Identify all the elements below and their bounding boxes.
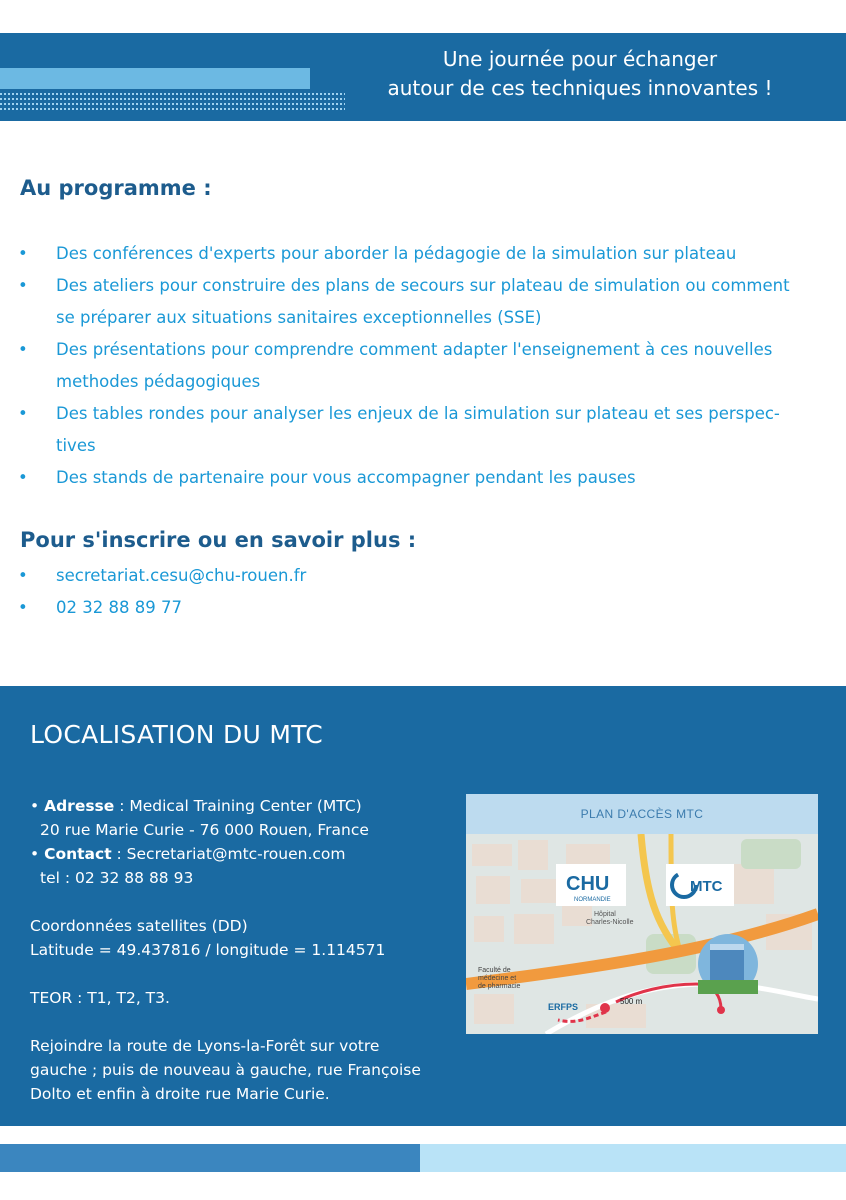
teor-lines: TEOR : T1, T2, T3. — [30, 989, 170, 1007]
programme-heading: Au programme : — [20, 176, 212, 200]
inscription-heading: Pour s'inscrire ou en savoir plus : — [20, 528, 417, 552]
list-item — [18, 462, 833, 494]
contact-email[interactable]: : Secretariat@mtc-rouen.com — [111, 845, 346, 863]
programme-list — [18, 238, 833, 494]
banner-title — [340, 45, 820, 103]
map-label: de pharmacie — [478, 983, 521, 990]
localisation-title: LOCALISATION DU MTC — [30, 720, 324, 749]
map-header: PLAN D'ACCÈS MTC — [466, 794, 818, 834]
bottom-bar-dark — [0, 1144, 420, 1172]
address-value: : Medical Training Center (MTC) — [114, 797, 362, 815]
email-link[interactable]: secretariat.cesu@chu-rouen.fr — [56, 566, 307, 585]
bullet-icon: • — [18, 340, 28, 359]
list-item — [18, 334, 833, 398]
map-label: Charles-Nicolle — [586, 919, 634, 926]
banner-dotted-line — [0, 93, 345, 95]
list-item-text: tives — [56, 436, 96, 455]
banner-dotted-line — [0, 98, 345, 100]
list-item — [18, 592, 833, 624]
coords-title: Coordonnées satellites (DD) — [30, 917, 248, 935]
bullet-icon: • — [18, 566, 28, 585]
contact-phone: tel : 02 32 88 88 93 — [40, 869, 194, 887]
coords-value: Latitude = 49.437816 / longitude = 1.114571 — [30, 941, 386, 959]
chu-logo: CHU — [566, 873, 610, 895]
bullet-icon: • — [18, 276, 28, 295]
bullet-icon: • — [18, 598, 28, 617]
access-map — [466, 794, 818, 1034]
directions-text: Rejoindre la route de Lyons-la-Forêt sur votre — [30, 1037, 380, 1055]
list-item-text: methodes pédagogiques — [56, 372, 261, 391]
list-item — [18, 560, 833, 592]
banner-title-line: Une journée pour échanger — [442, 47, 718, 71]
bullet-icon: • — [18, 244, 28, 263]
banner-dotted-line — [0, 108, 345, 110]
mtc-logo: MTC — [690, 878, 723, 895]
address-row: • Adresse : Medical Training Center (MTC) — [30, 797, 362, 815]
banner-dotted-line — [0, 103, 345, 105]
list-item-text: Des conférences d'experts pour aborder la pédagogie de la simulation sur plateau — [56, 244, 737, 263]
localisation-info — [30, 794, 460, 1106]
list-item-text: Des présentations pour comprendre comment adapter l'enseignement à ces nouvelles — [56, 340, 773, 359]
phone-number: 02 32 88 89 77 — [56, 598, 182, 617]
localisation-section — [0, 686, 846, 1126]
map-label: Hôpital — [594, 911, 616, 918]
list-item — [18, 238, 833, 270]
address-line: 20 rue Marie Curie - 76 000 Rouen, France — [40, 821, 369, 839]
list-item-text: Des stands de partenaire pour vous accompagner pendant les pauses — [56, 468, 636, 487]
list-item-text: Des ateliers pour construire des plans de secours sur plateau de simulation ou comment — [56, 276, 790, 295]
list-item-text: se préparer aux situations sanitaires exceptionnelles (SSE) — [56, 308, 542, 327]
banner-title-line: autour de ces techniques innovantes ! — [387, 76, 773, 100]
list-item-text: Des tables rondes pour analyser les enjeux de la simulation sur plateau et ses perspec- — [56, 404, 780, 423]
list-item — [18, 398, 833, 462]
contact-list — [18, 560, 833, 624]
directions-text: Dolto et enfin à droite rue Marie Curie. — [30, 1085, 330, 1103]
chu-logo-sub: NORMANDIE — [574, 897, 611, 903]
contact-label: Contact — [44, 845, 112, 863]
map-label: ERFPS — [548, 1002, 579, 1012]
list-item — [18, 270, 833, 334]
bottom-bar — [0, 1144, 846, 1172]
top-banner — [0, 33, 846, 121]
contact-row: • Contact : Secretariat@mtc-rouen.com — [30, 845, 346, 863]
map-label: 500 m — [620, 997, 643, 1006]
directions-text: gauche ; puis de nouveau à gauche, rue Françoise — [30, 1061, 421, 1079]
address-label: Adresse — [44, 797, 115, 815]
bullet-icon: • — [18, 404, 28, 423]
bullet-icon: • — [18, 468, 28, 487]
map-label: médecine et — [478, 975, 517, 982]
map-label: Faculté de — [478, 967, 511, 974]
map-image — [466, 834, 818, 1034]
banner-stripe — [0, 68, 310, 89]
